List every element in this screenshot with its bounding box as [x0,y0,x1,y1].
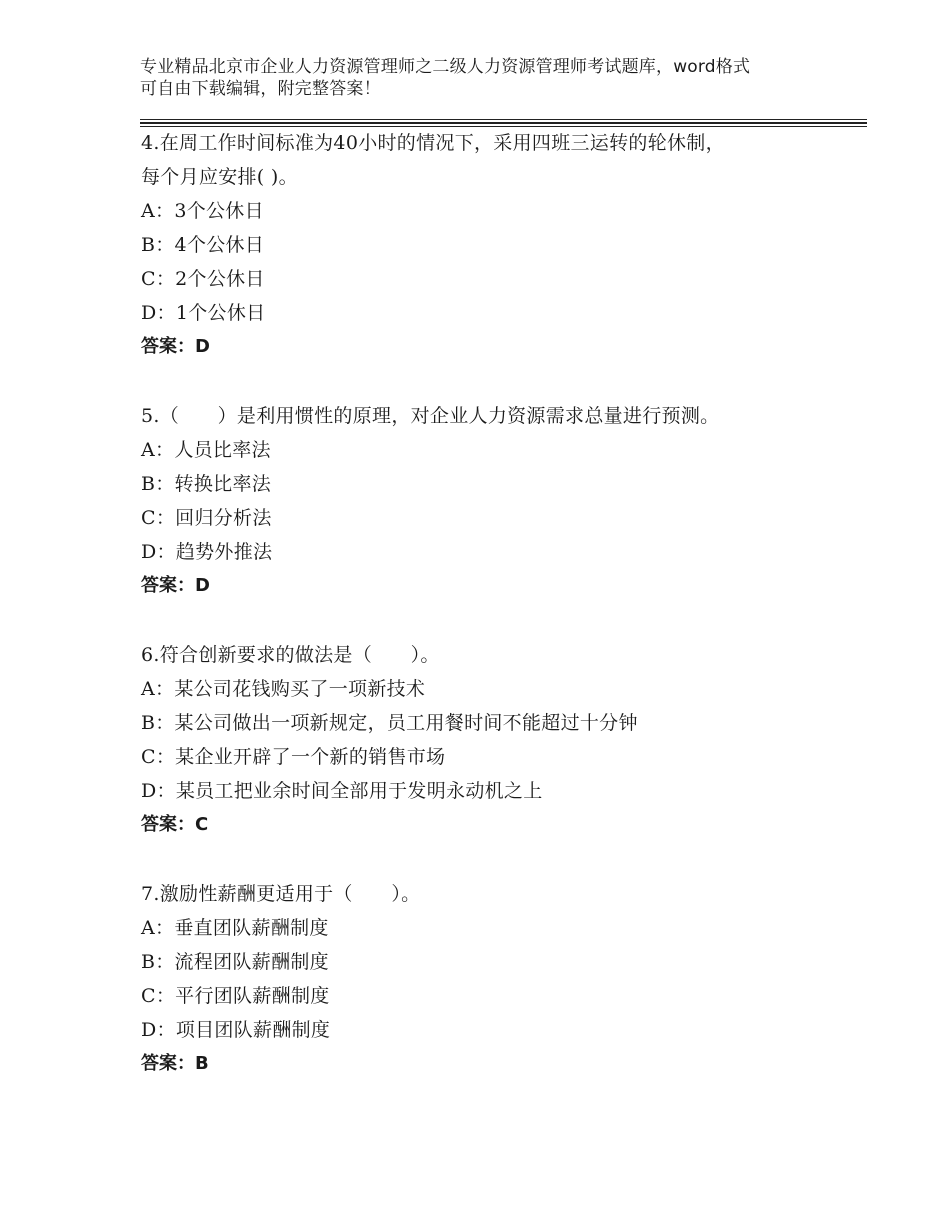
question-5 [141,399,861,603]
option-a: A：某公司花钱购买了一项新技术 [141,678,426,700]
question-gap [141,603,861,638]
header-divider-middle [140,122,867,124]
question-4 [141,126,861,364]
question-gap [141,364,861,399]
option-c: C：2个公休日 [141,268,265,290]
option-a: A：人员比率法 [141,439,271,461]
option-b: B：某公司做出一项新规定，员工用餐时间不能超过十分钟 [141,712,638,734]
option-d: D：趋势外推法 [141,541,273,563]
document-header [140,56,840,100]
question-stem: 7.激励性薪酬更适用于（ ）。 [141,883,421,905]
question-gap [141,842,861,877]
option-b: B：4个公休日 [141,234,265,256]
option-c: C：某企业开辟了一个新的销售市场 [141,746,446,768]
question-list [141,126,861,1081]
header-line-2: 可自由下载编辑，附完整答案！ [140,79,381,99]
answer-label: 答案：D [141,575,210,596]
header-line-1: 专业精品北京市企业人力资源管理师之二级人力资源管理师考试题库，word格式 [140,57,751,77]
option-b: B：流程团队薪酬制度 [141,951,329,973]
answer-label: 答案：B [141,1053,209,1074]
question-6 [141,638,861,842]
option-a: A：3个公休日 [141,200,264,222]
question-stem: 5.（ ）是利用惯性的原理，对企业人力资源需求总量进行预测。 [141,405,720,427]
option-a: A：垂直团队薪酬制度 [141,917,329,939]
answer-label: 答案：D [141,336,210,357]
option-b: B：转换比率法 [141,473,272,495]
answer-label: 答案：C [141,814,209,835]
question-stem: 每个月应安排( )。 [141,166,298,188]
option-c: C：平行团队薪酬制度 [141,985,330,1007]
option-d: D：项目团队薪酬制度 [141,1019,331,1041]
question-7 [141,877,861,1081]
header-divider-top [140,119,867,120]
question-stem: 4.在周工作时间标准为40小时的情况下，采用四班三运转的轮休制， [141,132,725,154]
option-c: C：回归分析法 [141,507,272,529]
option-d: D：某员工把业余时间全部用于发明永动机之上 [141,780,543,802]
question-stem: 6.符合创新要求的做法是（ ）。 [141,644,440,666]
option-d: D：1个公休日 [141,302,266,324]
